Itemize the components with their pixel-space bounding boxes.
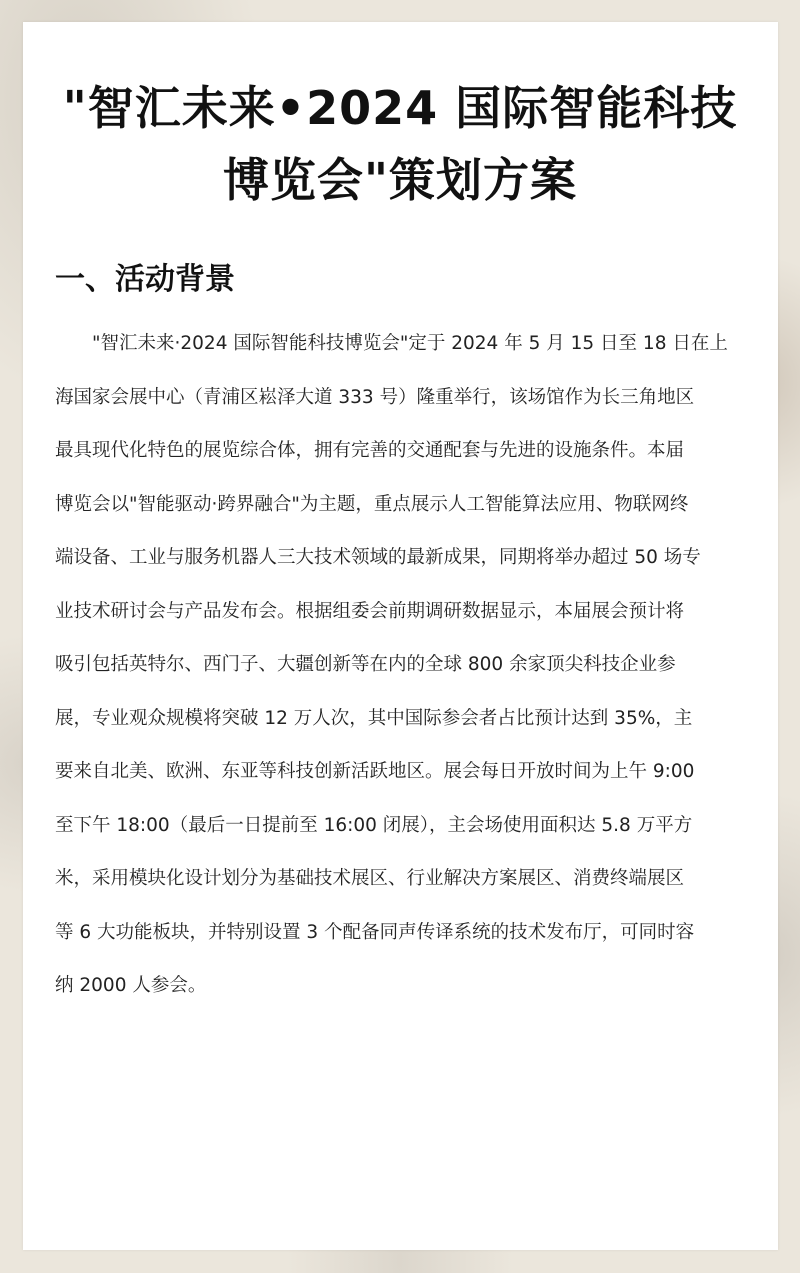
paragraph-line: 米，采用模块化设计划分为基础技术展区、行业解决方案展区、消费终端展区 (55, 868, 685, 889)
paragraph-line: 最具现代化特色的展览综合体，拥有完善的交通配套与先进的设施条件。本届 (55, 440, 685, 461)
title-line: 博览会"策划方案 (223, 153, 577, 207)
paragraph-line: "智汇未来·2024 国际智能科技博览会"定于 2024 年 5 月 15 日至 18 日在上 (92, 333, 728, 354)
paragraph-line: 吸引包括英特尔、西门子、大疆创新等在内的全球 800 余家顶尖科技企业参 (55, 654, 676, 675)
paragraph-line: 纳 2000 人参会。 (55, 975, 207, 996)
paragraph-line: 要来自北美、欧洲、东亚等科技创新活跃地区。展会每日开放时间为上午 9:00 (55, 761, 695, 782)
paragraph-line: 等 6 大功能板块，并特别设置 3 个配备同声传译系统的技术发布厅，可同时容 (55, 921, 695, 943)
paragraph-line: 业技术研讨会与产品发布会。根据组委会前期调研数据显示，本届展会预计将 (55, 600, 685, 622)
document-title (0, 72, 800, 216)
paragraph-line: 海国家会展中心（青浦区崧泽大道 333 号）隆重举行，该场馆作为长三角地区 (55, 386, 695, 408)
title-line: "智汇未来•2024 国际智能科技 (62, 81, 738, 135)
section-heading: 一、活动背景 (55, 262, 235, 297)
paragraph-line: 博览会以"智能驱动·跨界融合"为主题，重点展示人工智能算法应用、物联网终 (55, 493, 689, 515)
paragraph-line: 展，专业观众规模将突破 12 万人次，其中国际参会者占比预计达到 35%，主 (55, 707, 693, 729)
background-paragraph (55, 317, 750, 1013)
paragraph-line: 端设备、工业与服务机器人三大技术领域的最新成果，同期将举办超过 50 场专 (55, 547, 701, 568)
paragraph-line: 至下午 18:00（最后一日提前至 16:00 闭展），主会场使用面积达 5.8 万平方 (55, 814, 693, 836)
